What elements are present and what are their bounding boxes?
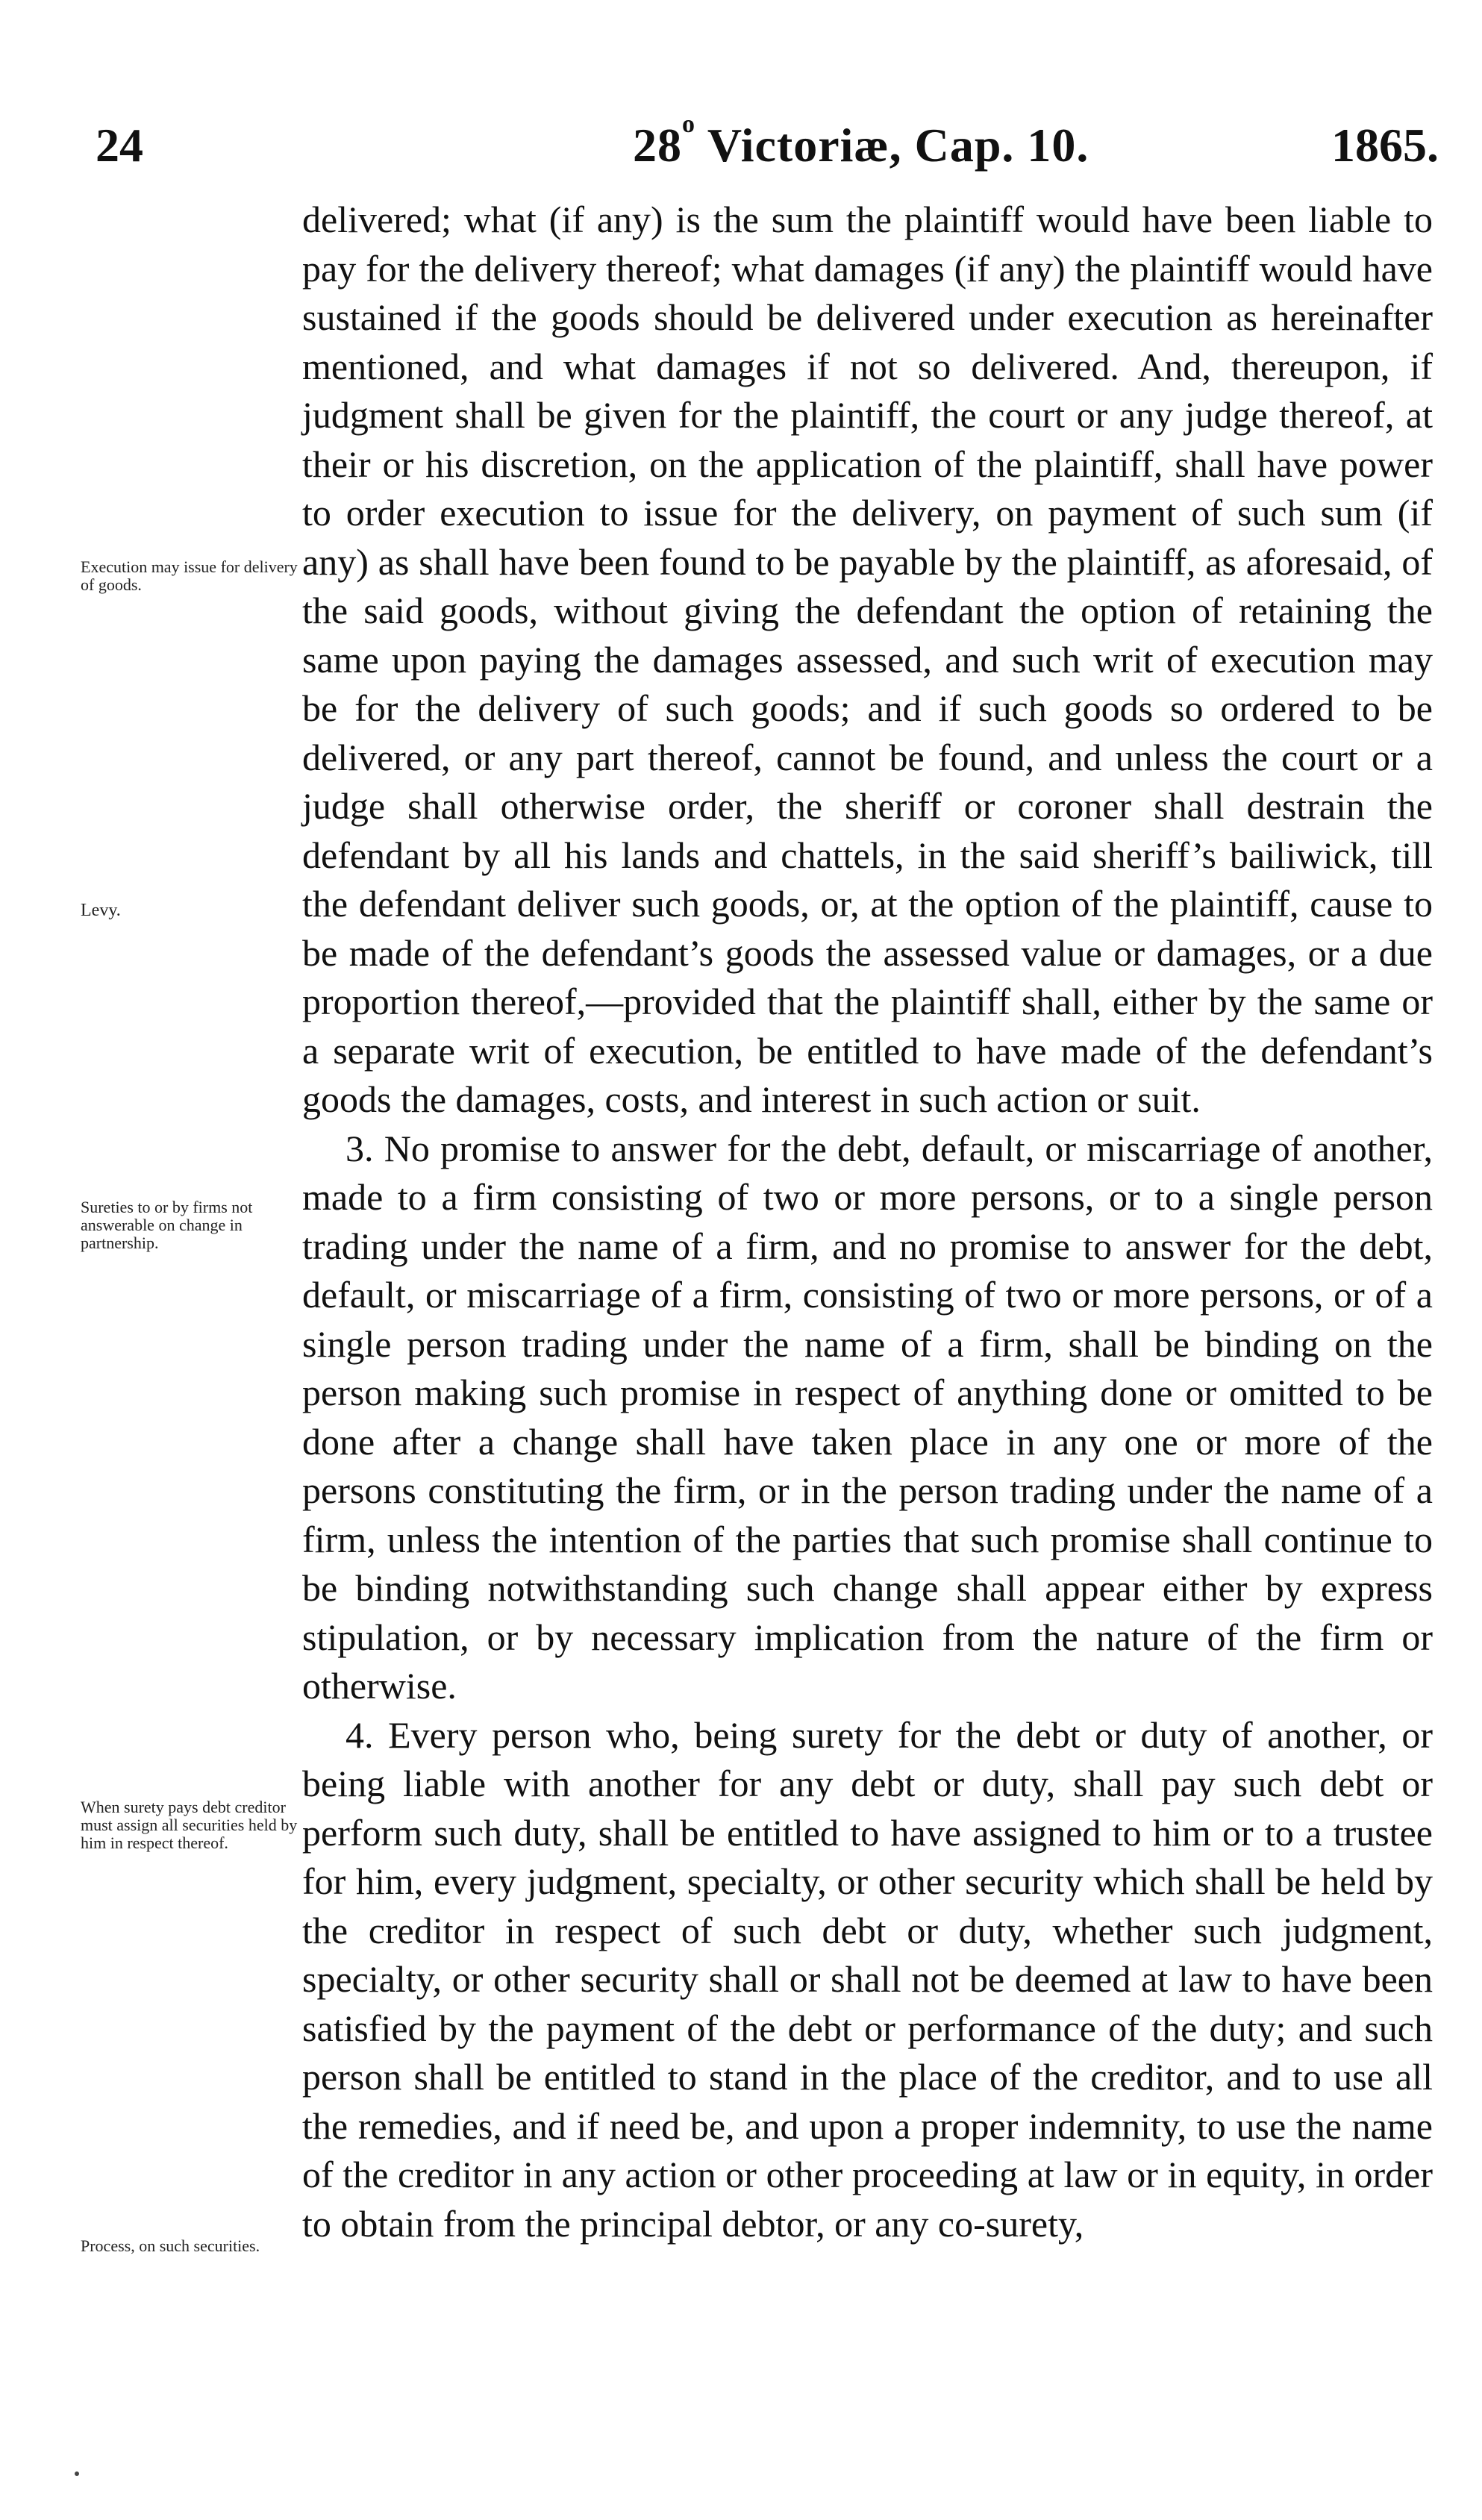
act-title-rest: Victoriæ, Cap. 10. <box>695 119 1089 172</box>
regnal-superscript: o <box>682 110 695 138</box>
margin-note-process: Process, on such securities. <box>81 2236 260 2255</box>
regnal-year: 28 <box>633 119 682 172</box>
page-number: 24 <box>96 119 143 172</box>
paragraph-continued: delivered; what (if any) is the sum the plaintiff would have been liable to pay for the delivery thereof; what damages (if any) the plaintiff would have sustained if the goods should be delivered under execution as hereinafter mentioned, and what damages if not so delivered. And, thereupon, if judgment shall be given for the plaintiff, the court or any judge thereof, at their or his discretion, on the application of the plaintiff, shall have power to order execution to issue for the delivery, on payment of such sum (if any) as shall have been found to be payable by the plaintiff, as aforesaid, of the said goods, without giving the defendant the option of retaining the same upon paying the damages assessed, and such writ of execution may be for the delivery of such goods; and if such goods so ordered to be delivered, or any part thereof, cannot be found, and unless the court or a judge shall otherwise order, the sheriff or coroner shall destrain the defendant by all his lands and chattels, in the said sheriff’s bailiwick, till the defendant deliver such goods, or, at the option of the plaintiff, cause to be made of the defendant’s goods the assessed value or damages, or a due proportion thereof,—provided that the plaintiff shall, either by the same or a separate writ of execution, be entitled to have made of the defendant’s goods the damages, costs, and interest in such action or suit. <box>302 198 1433 1120</box>
statute-body <box>302 196 1433 2248</box>
section-3: 3. No promise to answer for the debt, default, or miscarriage of another, made to a firm consisting of two or more persons, or to a single person trading under the name of a firm, and no promise to answer for the debt, default, or miscarriage of a firm, consisting of two or more persons, or of a single person trading under the name of a firm, shall be binding on the person making such promise in respect of anything done or omitted to be done after a change shall have taken place in any one or more of the persons constituting the firm, or in the person trading under the name of a firm, unless the intention of the parties that such promise shall continue to be binding notwithstanding such change shall appear either by express stipulation, or by necessary implication from the nature of the firm or otherwise. <box>302 1127 1433 1707</box>
margin-note-levy: Levy. <box>81 901 121 920</box>
act-title <box>633 112 1089 179</box>
margin-note-execution: Execution may issue for delivery of goods. <box>81 557 298 594</box>
running-header <box>96 112 1439 179</box>
section-4: 4. Every person who, being surety for the debt or duty of another, or being liable with another for any debt or duty, shall pay such debt or perform such duty, shall be entitled to have assigned to him or to a trustee for him, every judgment, specialty, or other security which shall be held by the creditor in respect of such debt or duty, whether such judgment, specialty, or other security shall or shall not be deemed at law to have been satisfied by the payment of the debt or performance of the duty; and such person shall be entitled to stand in the place of the creditor, and to use all the remedies, and if need be, and upon a proper indemnity, to use the name of the creditor in any action or other proceeding at law or in equity, in order to obtain from the principal debtor, or any co-surety, <box>302 1713 1433 2245</box>
margin-note-surety-pays: When surety pays debt creditor must assign all securities held by him in respect thereof. <box>81 1798 298 1852</box>
margin-note-sureties: Sureties to or by firms not answerable on change in partnership. <box>81 1198 253 1252</box>
header-year: 1865. <box>1331 119 1439 172</box>
scan-speck <box>75 2471 79 2476</box>
